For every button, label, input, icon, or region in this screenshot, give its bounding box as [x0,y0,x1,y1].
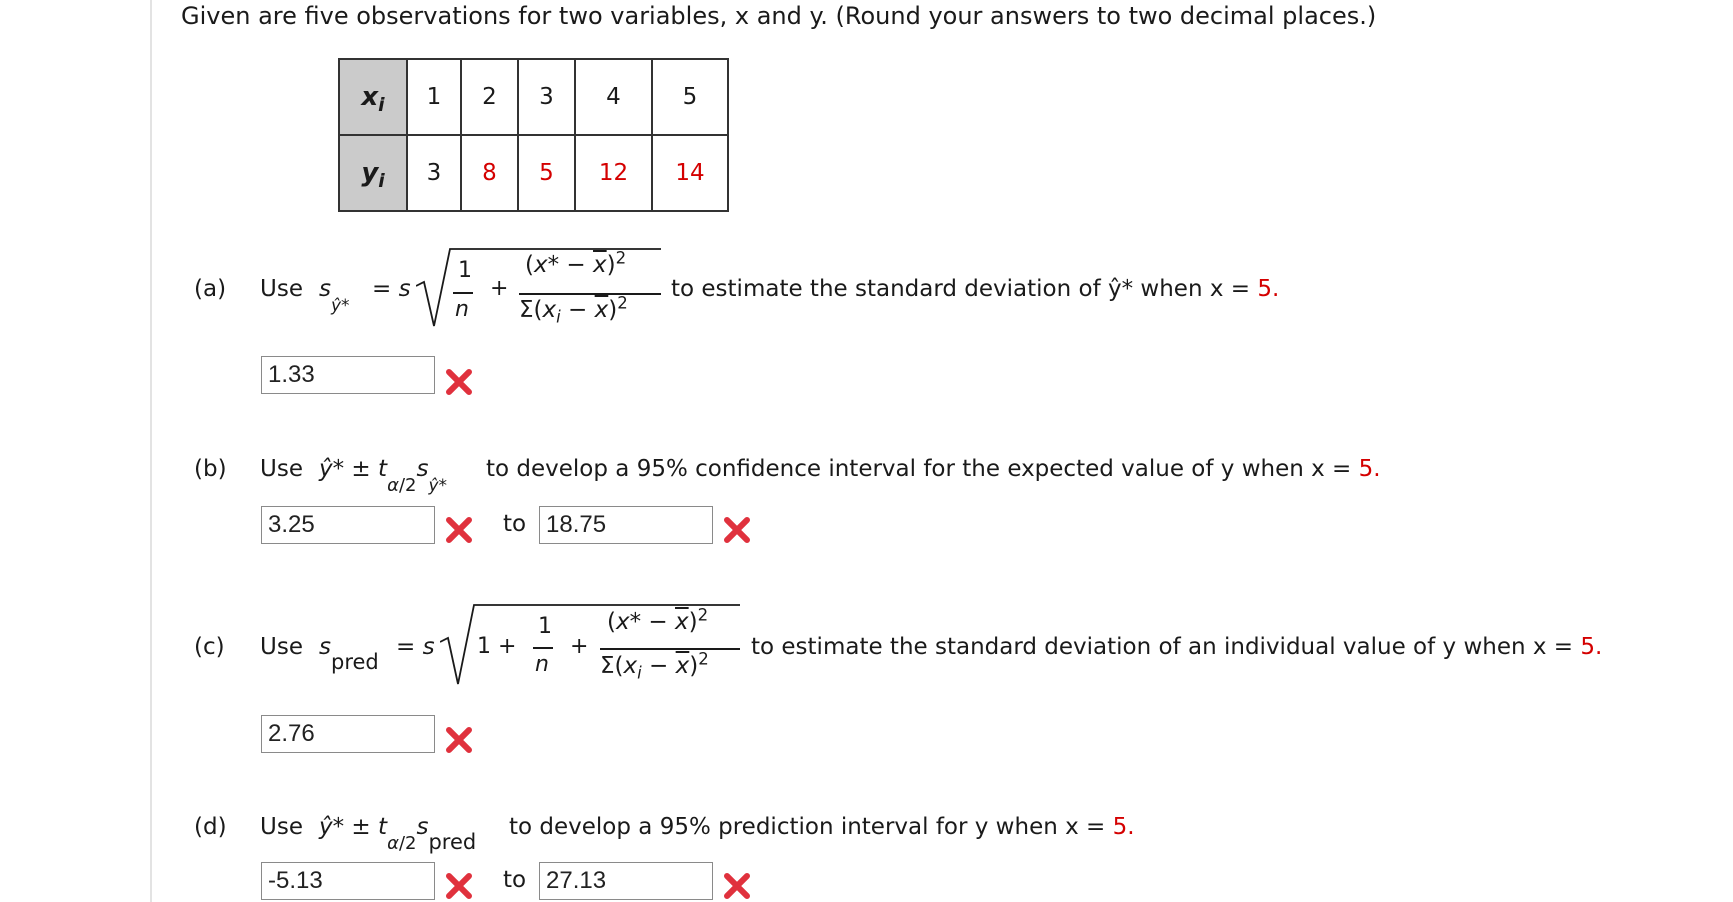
table-row-y [339,135,728,211]
x-mark-icon [444,515,474,545]
x-mark-icon [444,725,474,755]
part-d-label: (d) [194,814,227,840]
part-a-lead: Use [260,276,303,302]
part-a-frac2-den: $\Sigma(x_i - \overline{x})^2$ [519,293,628,327]
x-mark-icon [444,367,474,397]
part-a-frac2-line [519,293,661,295]
part-c-frac1-line [533,647,553,649]
part-c-equals: = s [396,634,435,660]
x-mark-icon [722,515,752,545]
part-d-text: to develop a 95% prediction interval for y when x = 5. [509,814,1135,840]
part-c-frac2-line [600,648,740,650]
left-divider [150,0,152,902]
part-c-lead: Use [260,634,303,660]
y-value: 14 [652,135,728,211]
part-a-frac1-line [453,292,473,294]
part-b-label: (b) [194,456,227,482]
part-a-equals: = s [372,276,411,302]
row-label-y: $y_i$ [339,135,407,211]
part-b-formula: ŷ* ± $t_{\alpha/2}s_{ŷ*}$ [319,456,448,496]
part-b-upper-input[interactable]: 18.75 [539,506,713,544]
x-value: 2 [461,59,518,135]
part-c-formula-lhs: $s_{pred}$ [319,634,379,674]
part-c-text: to estimate the standard deviation of an individual value of y when x = 5. [751,634,1603,660]
x-value: 1 [407,59,461,135]
part-c-frac2-den: $\Sigma(x_i - \overline{x})^2$ [600,649,709,683]
y-value: 8 [461,135,518,211]
part-d-to: to [503,867,527,893]
part-a-plus: + [490,276,509,301]
part-c-frac2-num: $(x* - \overline{x})^2$ [607,605,709,635]
part-b-to: to [503,511,527,537]
part-b-text: to develop a 95% confidence interval for the expected value of y when x = 5. [486,456,1381,482]
x-value: 5 [652,59,728,135]
part-d-formula: ŷ* ± $t_{\alpha/2}s_{pred}$ [319,814,477,854]
part-a-formula-lhs: $s_{ŷ*}$ [319,276,350,316]
y-value: 5 [518,135,575,211]
row-label-x: $x_i$ [339,59,407,135]
question-intro: Given are five observations for two variables, x and y. (Round your answers to two decimal places.) [181,2,1377,30]
part-a-answer-input[interactable]: 1.33 [261,356,435,394]
part-c-one-plus: 1 + [477,634,517,659]
x-value: 4 [575,59,652,135]
x-value: 3 [518,59,575,135]
table-row-x [339,59,728,135]
part-b-lead: Use [260,456,303,482]
part-d-lower-input[interactable]: -5.13 [261,862,435,900]
part-a-frac1-den: n [455,297,469,322]
part-b-lower-input[interactable]: 3.25 [261,506,435,544]
y-value: 12 [575,135,652,211]
part-c-answer-input[interactable]: 2.76 [261,715,435,753]
part-d-lead: Use [260,814,303,840]
part-d-upper-input[interactable]: 27.13 [539,862,713,900]
part-a-frac2-num: $(x* - \overline{x})^2$ [525,248,627,278]
part-c-plus: + [570,634,589,659]
part-c-label: (c) [194,634,225,660]
observation-table [338,58,729,212]
x-mark-icon [722,871,752,901]
part-a-text: to estimate the standard deviation of ŷ* when x = 5. [671,276,1280,302]
part-a-label: (a) [194,276,227,302]
x-mark-icon [444,871,474,901]
part-c-frac1-num: 1 [538,614,552,639]
part-a-frac1-num: 1 [458,258,472,283]
part-c-frac1-den: n [535,652,549,677]
y-value: 3 [407,135,461,211]
